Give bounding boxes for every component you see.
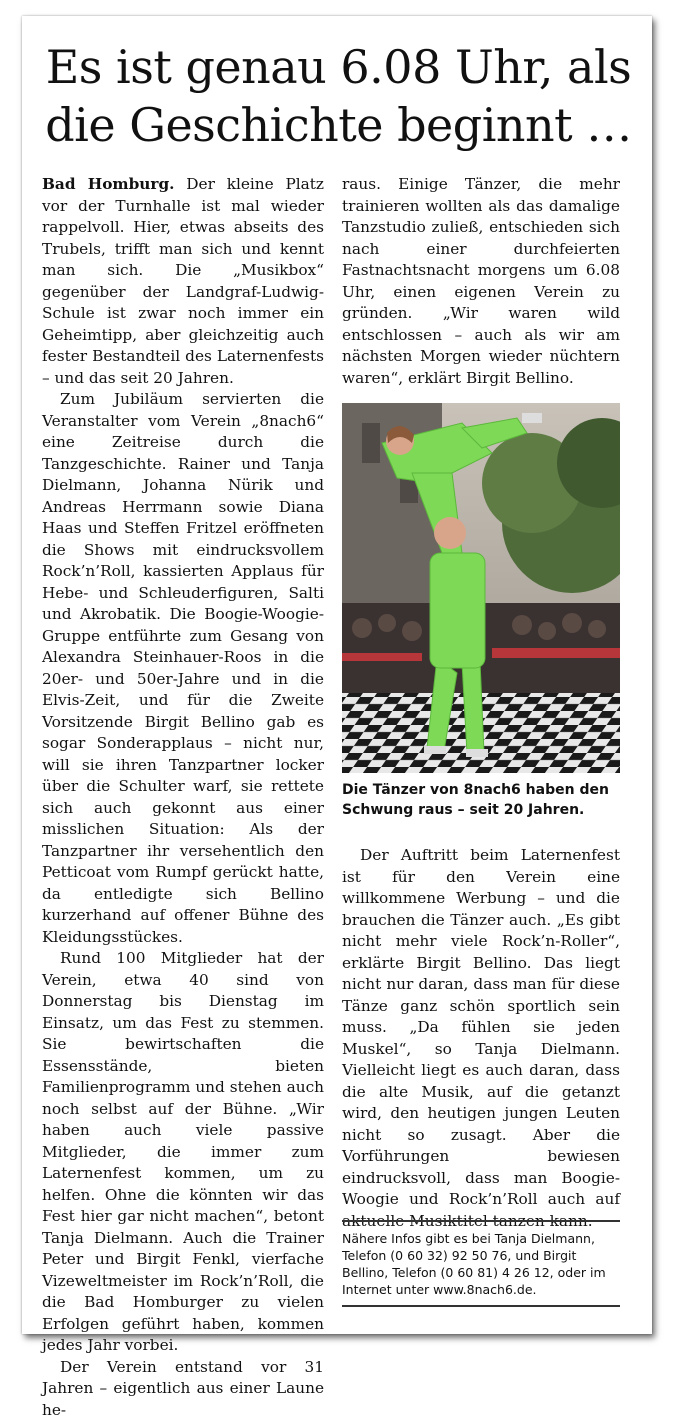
dateline: Bad Homburg. [42,175,175,193]
article-column-2-bottom [342,845,620,1232]
article-paragraph-2: Zum Jubiläum servierten die Veranstalter vom Verein „8nach6“ eine Zeitreise durch die Tanzgeschichte. Rainer und Tanja Dielmann, Johanna Nürik und Andreas Herrmann sowie Diana Haas und Steffen Fritzel eröffneten die Shows mit eindrucksvollem Rock’n’Roll, kassierten Applaus für Hebe- und Schleuderfiguren, Salti und Akrobatik. Die Boogie-Woogie-Gruppe entführte zum Gesang von Alexandra Steinhauer-Roos in die 20er- und 50er-Jahre und in die Elvis-Zeit, und für die Zweite Vorsitzende Birgit Bellino gab es sogar Sonderapplaus – nicht nur, will sie ihren Tanzpartner locker über die Schulter warf, sie rettete sich auch gekonnt aus einer misslichen Situation: Als der Tanzpartner ihr versehentlich den Petticoat vom Rumpf gerückt hatte, da entledigte sich Bellino kurzerhand auf offener Bühne des Kleidungsstückes. [42,389,324,948]
dancers-photo-illustration [342,403,620,773]
photo-caption: Die Tänzer von 8nach6 haben den Schwung raus – seit 20 Jahren. [342,780,622,820]
dancers-photo [342,403,620,773]
article-paragraph-4-continued: raus. Einige Tänzer, die mehr trainieren wollten als das damalige Tanzstudio zuließ, entschieden sich nach einer durchfeierten Fastnachtsnacht morgens um 6.08 Uhr, einen eigenen Verein zu gründen. „Wir waren wild entschlossen – auch als wir am nächsten Morgen wieder nüchtern waren“, erklärt Birgit Bellino. [342,174,620,389]
paragraph-1-text: Der kleine Platz vor der Turnhalle ist mal wieder rappelvoll. Hier, etwas abseits des Trubels, trifft man sich und kennt man sich. Die „Musikbox“ gegenüber der Landgraf-Ludwig-Schule ist zwar noch immer ein Geheimtipp, aber gleichzeitig auch fester Bestandteil des Laternenfests – und das seit 20 Jahren. [42,175,324,387]
headline [0,38,677,154]
headline-line-2: die Geschichte beginnt … [0,96,677,154]
article-column-1 [42,174,324,1421]
headline-line-1: Es ist genau 6.08 Uhr, als [0,38,677,96]
article-column-2-top [342,174,620,389]
info-box: Nähere Infos gibt es bei Tanja Dielmann, Telefon (0 60 32) 92 50 76, und Birgit Bellino, Telefon (0 60 81) 4 26 12, oder im Internet unter www.8nach6.de. [342,1220,620,1307]
article-paragraph-3: Rund 100 Mitglieder hat der Verein, etwa 40 sind von Donnerstag bis Dienstag im Einsatz, um das Fest zu stemmen. Sie bewirtschaften die Essensstände, bieten Familienprogramm und stehen auch noch selbst auf der Bühne. „Wir haben auch viele passive Mitglieder, die immer zum Laternenfest kommen, um zu helfen. Ohne die könnten wir das Fest hier gar nicht machen“, betont Tanja Dielmann. Auch die Trainer Peter und Birgit Fenkl, vierfache Vizeweltmeister im Rock’n’Roll, die die Bad Homburger zu vielen Erfolgen geführt haben, kommen jedes Jahr vorbei. [42,948,324,1357]
article-paragraph-1 [42,174,324,389]
article-paragraph-4: Der Verein entstand vor 31 Jahren – eigentlich aus einer Laune he- [42,1357,324,1421]
article-paragraph-5: Der Auftritt beim Laternenfest ist für den Verein eine willkommene Werbung – und die brauchen die Tänzer auch. „Es gibt nicht mehr viele Rock’n-Roller“, erklärte Birgit Bellino. Das liegt nicht nur daran, dass man für diese Tänze ganz schön sportlich sein muss. „Da fühlen sie jeden Muskel“, so Tanja Dielmann. Vielleicht liegt es auch daran, dass die alte Musik, auf die getanzt wird, den heutigen jungen Leuten nicht so zusagt. Aber die Vorführungen bewiesen eindrucksvoll, dass man Boogie-Woogie und Rock’n’Roll auch auf aktuelle Musiktitel tanzen kann. [342,845,620,1232]
